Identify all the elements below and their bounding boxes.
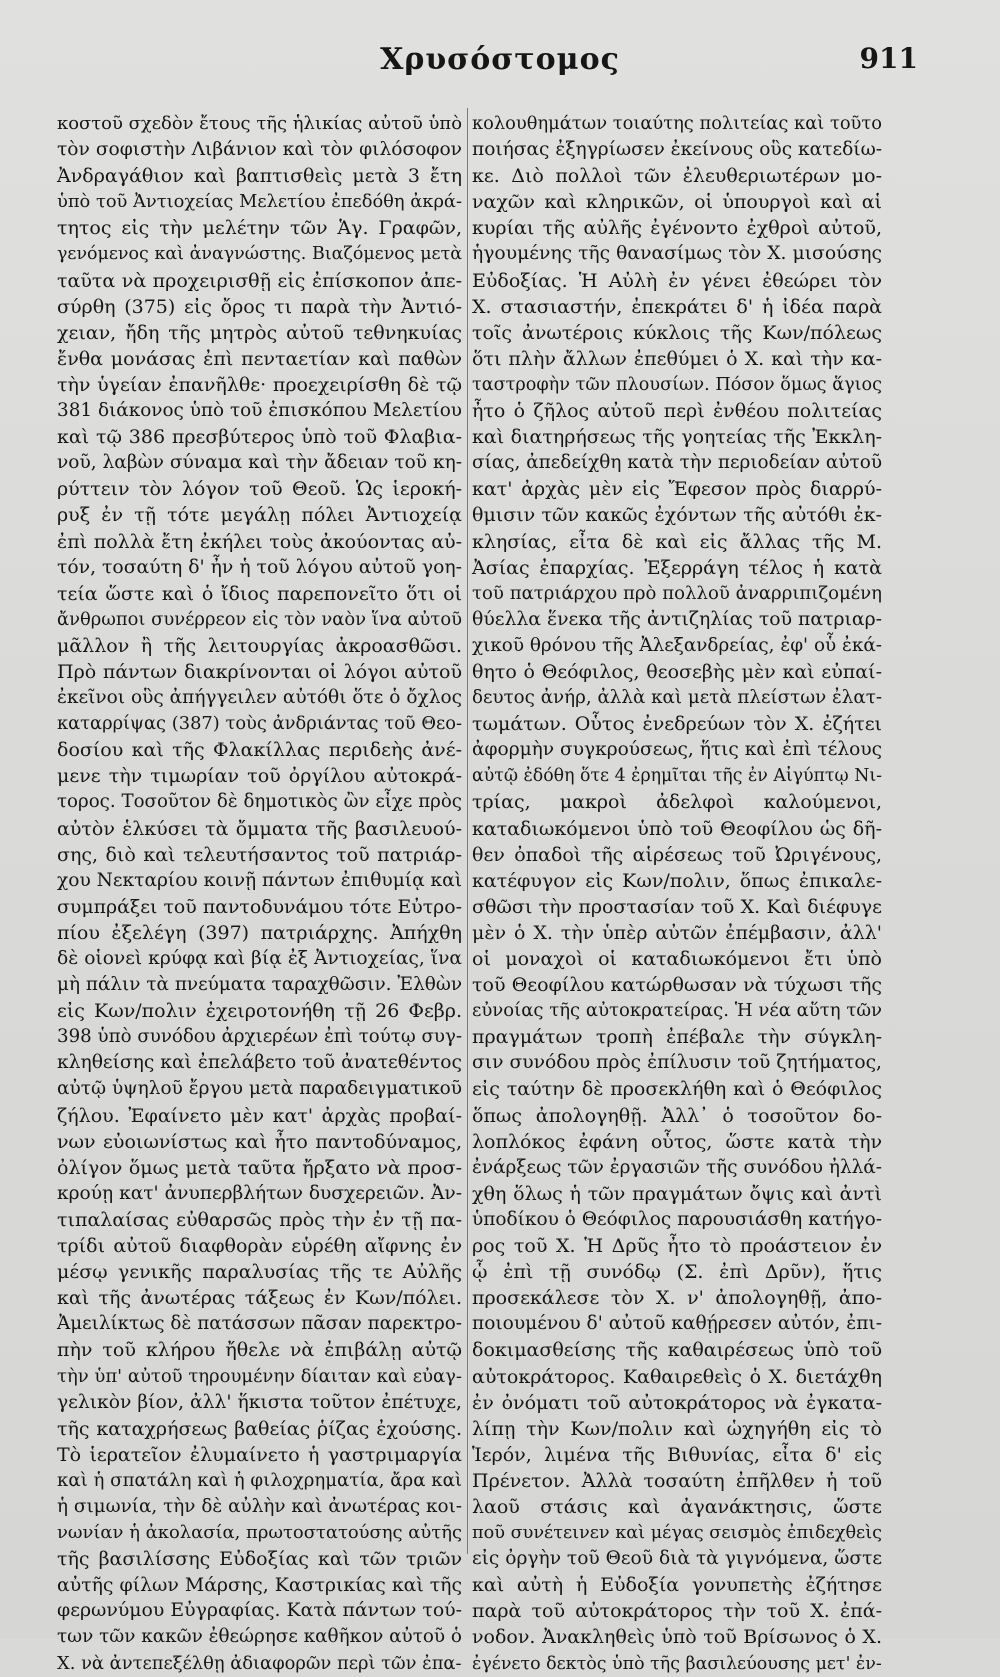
- text-line: Ἀμειλίκτως δὲ πατάσσων πᾶσαν παρεκτρο-: [57, 1313, 462, 1335]
- text-line: τρίδι αὐτοῦ διαφθορὰν εὑρέθη αἴφνης ἐν: [57, 1235, 462, 1258]
- text-line: οἱ μοναχοὶ οἱ καταδιωκόμενοι ἔτι ὑπὸ: [472, 948, 882, 970]
- page-header: [0, 42, 1000, 86]
- text-line: καὶ τῷ 386 πρεσβύτερος ὑπὸ τοῦ Φλαβια-: [57, 426, 462, 449]
- column-divider: [467, 108, 468, 1554]
- text-line: Ἀσίας ἐπαρχίας. Ἐξερράγη τέλος ἡ κατὰ: [472, 556, 882, 579]
- text-line: ρος τοῦ Χ. Ἡ Δρῦς ἦτο τὸ προάστειον ἐν: [472, 1235, 882, 1258]
- text-line: θητο ὁ Θεόφιλος, θεοσεβὴς μὲν καὶ εὐπαί-: [472, 660, 882, 683]
- text-line: λίπῃ τὴν Κων/πολιν καὶ ὡχηγήθη εἰς τὸ: [472, 1417, 882, 1440]
- text-line: χικοῦ θρόνου τῆς Ἀλεξανδρείας, ἐφ' οὗ ἐκά-: [472, 634, 882, 656]
- text-line: εἰς ταύτην δὲ προσεκλήθη καὶ ὁ Θεόφιλος: [472, 1078, 882, 1101]
- text-line: δοσίου καὶ τῆς Φλακίλλας περιδεὴς ἀνέ-: [57, 739, 462, 762]
- text-line: τητος εἰς τὴν μελέτην τῶν Ἁγ. Γραφῶν,: [57, 217, 462, 240]
- text-line: ὅπως ἀπολογηθῇ. Ἀλλ᾿ ὁ τοσοῦτον δο-: [472, 1104, 882, 1127]
- text-line: ζήλου. Ἐφαίνετο μὲν κατ' ἀρχὰς προβαί-: [57, 1104, 462, 1127]
- text-line: εἰς ὀργὴν τοῦ Θεοῦ διὰ τὰ γιγνόμενα, ὥστε: [472, 1548, 883, 1570]
- text-line: θεν ὀπαδοὶ τῆς αἱρέσεως τοῦ Ὠριγένους,: [472, 843, 882, 866]
- text-line: εὐνοίας τῆς αὐτοκρατείρας. Ἡ νέα αὕτη τῶν: [472, 1000, 882, 1022]
- text-line: κλησίας, εἶτα δὲ καὶ εἰς ἄλλας τῆς Μ.: [472, 530, 882, 553]
- text-line: ποιήσας ἐξηγρίωσεν ἐκείνους οὓς κατεδίω-: [472, 139, 882, 161]
- text-line: εἰς Κων/πολιν ἐχειροτονήθη τῇ 26 Φεβρ.: [57, 1000, 462, 1023]
- text-line: νων εὐοιωνίστως καὶ ἦτο παντοδύναμος,: [57, 1130, 462, 1153]
- text-line: δὲ οἱονεὶ κρύφᾳ καὶ βίᾳ ἐξ Ἀντιοχείας, ἵνα: [57, 948, 462, 969]
- page-number: 911: [859, 42, 918, 75]
- text-line: σύρθη (375) εἰς ὄρος τι παρὰ τὴν Ἀντιό-: [57, 295, 462, 318]
- text-line: τὸν σοφιστὴν Λιβάνιον καὶ τὸν φιλόσοφον: [57, 139, 462, 161]
- text-line: ἡ σιμωνία, τὴν δὲ αὐλὴν καὶ ἀνωτέρας κοι-: [57, 1495, 462, 1517]
- running-title: Χρυσόστομος: [380, 42, 620, 77]
- text-line: δοκιμασθείσης τῆς καθαιρέσεως ὑπὸ τοῦ: [472, 1339, 882, 1362]
- text-line: λοπλόκος ἐφάνη οὗτος, ὥστε κατὰ τὴν: [472, 1130, 882, 1153]
- text-line: ποιουμένου δ' αὐτοῦ καθῄρεσεν αὐτόν, ἐπι-: [472, 1313, 882, 1335]
- text-line: τὴν ὑπ' αὐτοῦ τηρουμένην δίαιταν καὶ εὐαγ-: [57, 1365, 462, 1387]
- text-line: κληθείσης καὶ ἐπελάβετο τοῦ ἀνατεθέντος: [57, 1052, 462, 1074]
- text-line: ὅτι πλὴν ἄλλων ἐπεθύμει ὁ Χ. καὶ τὴν κα-: [472, 347, 882, 370]
- text-line: αὐτῆς φίλων Μάρσης, Καστρικίας καὶ τῆς: [57, 1574, 463, 1597]
- text-line: πίου ἐξελέγη (397) πατριάρχης. Ἀπήχθη: [57, 921, 462, 944]
- text-line: τρίας, μακροὶ ἀδελφοὶ καλούμενοι,: [472, 791, 882, 814]
- text-line: ναχῶν καὶ κληρικῶν, οἱ ὑπουργοὶ καὶ αἱ: [472, 191, 882, 214]
- text-line: καὶ ἡ σπατάλη καὶ ἡ φιλοχρηματία, ἄρα καὶ: [57, 1469, 462, 1491]
- text-line: ταστροφὴν τῶν πλουσίων. Πόσον ὅμως ἅγιος: [472, 374, 882, 395]
- text-line: ἔνθα μονάσας ἐπὶ πενταετίαν καὶ παθὼν: [57, 347, 462, 370]
- text-line: χου Νεκταρίου κοινῇ πάντων ἐπιθυμίᾳ καὶ: [57, 869, 462, 891]
- text-line: σίας, ἀπεδείχθη κατὰ τὴν περιοδείαν αὐτοῦ: [472, 452, 883, 474]
- text-line: τωμάτων. Οὗτος ἐνεδρεύων τὸν Χ. ἐζήτει: [472, 713, 882, 736]
- text-line: θύελλα ἕνεκα τῆς ἀντιζηλίας τοῦ πατριαρ-: [472, 608, 882, 630]
- text-line: τεία ὥστε καὶ ὁ ἴδιος παρεπονεῖτο ὅτι οἱ: [57, 582, 462, 605]
- text-line: θμισιν τῶν κακῶς ἐχόντων τῆς αὐτόθι ἐκ-: [472, 504, 882, 527]
- text-line: ἐνάρξεως τῶν ἐργασιῶν τῆς συνόδου ἠλλά-: [472, 1156, 882, 1178]
- text-line: καὶ διατηρήσεως τῆς γοητείας τῆς Ἐκκλη-: [472, 426, 882, 449]
- text-line: ρύττειν τὸν λόγον τοῦ Θεοῦ. Ὡς ἱεροκή-: [57, 478, 462, 501]
- text-line: προσεκάλεσε τὸν Χ. ν' ἀπολογηθῇ, ἀπο-: [472, 1287, 882, 1310]
- text-line: τῆς καταχρήσεως βαθείας ῥίζας ἐχούσης.: [57, 1417, 462, 1440]
- text-line: λαοῦ στάσις καὶ ἀγανάκτησις, ὥστε: [472, 1495, 882, 1518]
- text-line: μᾶλλον ἢ τῆς λειτουργίας ἀκροασθῶσι.: [57, 634, 462, 657]
- text-line: νωνίαν ἡ ἀκολασία, πρωτοστατούσης αὐτῆς: [57, 1522, 462, 1544]
- text-line: 398 ὑπὸ συνόδου ἀρχιερέων ἐπὶ τούτῳ συγ-: [57, 1026, 462, 1048]
- text-line: καὶ τῆς ἀνωτέρας τάξεως ἐν Κων/πόλει.: [57, 1287, 462, 1310]
- right-text-column: [472, 111, 883, 1674]
- text-line: μενε τὴν τιμωρίαν τοῦ ὀργίλου αὐτοκρά-: [57, 765, 462, 788]
- text-line: των τῶν κακῶν ἐθεώρησε καθῆκον αὐτοῦ ὁ: [57, 1626, 462, 1648]
- text-line: νοῦ, λαβὼν σύναμα καὶ τὴν ἄδειαν τοῦ κη-: [57, 452, 462, 474]
- text-line: Ἱερόν, λιμένα τῆς Βιθυνίας, εἶτα δ' εἰς: [472, 1443, 882, 1466]
- text-line: χειαν, ἤδη τῆς μητρὸς αὐτοῦ τεθνηκυίας: [57, 321, 462, 344]
- text-line: ποῦ συνέτεινεν καὶ μέγας σεισμὸς ἐπιδεχθεὶς: [472, 1523, 882, 1544]
- text-line: τοῦ Θεοφίλου κατώρθωσαν νὰ τύχωσι τῆς: [472, 974, 882, 997]
- text-line: πὴν τοῦ κλήρου ἤθελε νὰ ἐπιβάλῃ αὐτῷ: [57, 1339, 462, 1362]
- text-line: Ἀνδραγάθιον καὶ βαπτισθεὶς μετὰ 3 ἔτη: [57, 165, 462, 188]
- text-line: φερωνύμου Εὐγραφίας. Κατὰ πάντων τού-: [57, 1600, 462, 1622]
- text-line: δευτος ἀνήρ, ἀλλὰ καὶ μετὰ πλείστων ἐλατ-: [472, 687, 882, 709]
- left-text-column: [57, 111, 463, 1674]
- text-line: Χ. στασιαστήν, ἐπεκράτει δ' ἡ ἰδέα παρὰ: [472, 295, 882, 318]
- text-line: ἐγένετο δεκτὸς ὑπὸ τῆς βασιλεύουσης μετ' ἐν-: [472, 1653, 882, 1674]
- text-line: τοῖς ἀνωτέροις κύκλοις τῆς Κων/πόλεως: [472, 321, 882, 344]
- text-line: σης, διὸ καὶ τελευτήσαντος τοῦ πατριάρ-: [57, 843, 462, 866]
- text-line: τῆς βασιλίσσης Εὐδοξίας καὶ τῶν τριῶν: [57, 1548, 462, 1571]
- text-line: πραγμάτων τροπὴ ἐπέβαλε τὴν σύγκλη-: [472, 1026, 882, 1049]
- text-line: καταδιωκόμενοι ὑπὸ τοῦ Θεοφίλου ὡς δῆ-: [472, 817, 882, 840]
- text-line: τοῦ πατριάρχου πρὸ πολλοῦ ἀναρριπιζομένη: [472, 582, 882, 604]
- text-line: νοδον. Ἀνακληθεὶς ὑπὸ τοῦ Βρίσωνος ὁ Χ.: [472, 1626, 882, 1649]
- text-line: αὐτῷ ἐδόθη ὅτε 4 ἐρημῖται τῆς ἐν Αἰγύπτῳ Νι-: [472, 766, 882, 787]
- text-line: μὲν ὁ Χ. τὴν ὑπὲρ αὐτῶν ἐπέμβασιν, ἀλλ': [472, 921, 882, 944]
- text-line: παρὰ τοῦ αὐτοκράτορος τὴν τοῦ Χ. ἐπά-: [472, 1600, 882, 1623]
- text-line: ἄνθρωποι συνέρρεον εἰς τὸν ναὸν ἵνα αὐτοῦ: [57, 608, 462, 630]
- text-line: ἦτο ὁ ζῆλος αὐτοῦ περὶ ἐνθέου πολιτείας: [472, 400, 882, 423]
- text-line: ἐκεῖνοι οὓς ἀπήγγειλεν αὐτόθι ὅτε ὁ ὄχλος: [57, 687, 462, 709]
- text-line: συμπράξει τοῦ παντοδυνάμου τότε Εὐτρο-: [57, 895, 462, 918]
- text-line: κυρίαι τῆς αὐλῆς ἐγένοντο ἐχθροὶ αὐτοῦ,: [472, 217, 882, 240]
- text-line: ἀφορμὴν συγκρούσεως, ἥτις καὶ ἐπὶ τέλους: [472, 739, 882, 761]
- text-line: σθῶσι τὴν προστασίαν τοῦ Χ. Καὶ διέφυγε: [472, 895, 882, 918]
- text-line: ἐν ὀνόματι τοῦ αὐτοκράτορος νὰ ἐγκατα-: [472, 1391, 882, 1414]
- text-line: καὶ αὐτὴ ἡ Εὐδοξία γονυπετὴς ἐζήτησε: [472, 1574, 882, 1597]
- text-line: αὐτὸν ἑλκύσει τὰ ὄμματα τῆς βασιλευού-: [57, 817, 462, 840]
- text-line: ὑποδίκου ὁ Θεόφιλος παρουσιάσθη κατήγο-: [472, 1208, 882, 1230]
- text-line: ἐπὶ πολλὰ ἔτη ἐκήλει τοὺς ἀκούοντας αὐ-: [57, 530, 462, 553]
- text-line: τόν, τοσαύτη δ' ἦν ἡ τοῦ λόγου αὐτοῦ γοη-: [57, 556, 462, 578]
- text-line: ὑπὸ τοῦ Ἀντιοχείας Μελετίου ἐπεδόθη ἀκρά-: [57, 191, 462, 213]
- text-line: καταρρίψας (387) τοὺς ἀνδριάντας τοῦ Θεο-: [57, 713, 462, 735]
- text-line: γελικὸν βίον, ἀλλ' ἥκιστα τοῦτον ἐπέτυχε,: [57, 1391, 462, 1413]
- text-line: κατέφυγον εἰς Κων/πολιν, ὅπως ἐπικαλε-: [472, 869, 882, 892]
- text-line: κοστοῦ σχεδὸν ἔτους τῆς ἡλικίας αὐτοῦ ὑπὸ: [57, 113, 462, 134]
- text-line: γενόμενος καὶ ἀναγνώστης. Βιαζόμενος μετὰ: [57, 244, 462, 265]
- text-line: μὴ πάλιν τὰ πνεύματα ταραχθῶσιν. Ἐλθὼν: [57, 974, 462, 996]
- text-line: Πρὸ πάντων διακρίνονται οἱ λόγοι αὐτοῦ: [57, 660, 462, 683]
- text-line: Εὐδοξίας. Ἡ Αὐλὴ ἐν γένει ἐθεώρει τὸν: [472, 269, 882, 292]
- text-line: ταῦτα νὰ προχειρισθῇ εἰς ἐπίσκοπον ἀπε-: [57, 269, 462, 292]
- text-line: αὐτῷ ὑψηλοῦ ἔργου μετὰ παραδειγματικοῦ: [57, 1078, 462, 1100]
- text-line: Χ. νὰ ἀντεπεξέλθῃ ἀδιαφορῶν περὶ τῶν ἐπα-: [57, 1652, 462, 1674]
- text-line: τορος. Τοσοῦτον δὲ δημοτικὸς ὢν εἶχε πρὸς: [57, 791, 462, 813]
- text-line: ἡγουμένης τῆς θανασίμως τὸν Χ. μισούσης: [472, 243, 882, 265]
- text-line: ὀλίγον ὅμως μετὰ ταῦτα ἤρξατο νὰ προσ-: [57, 1156, 462, 1179]
- text-line: μέσῳ γενικῆς παραλυσίας τῆς τε Αὐλῆς: [57, 1261, 462, 1284]
- text-line: τὴν ὑγείαν ἐπανῆλθε· προεχειρίσθη δὲ τῷ: [57, 373, 462, 396]
- text-line: κολουθημάτων τοιαύτης πολιτείας καὶ τοῦτο: [472, 113, 882, 134]
- text-line: Τὸ ἱερατεῖον ἐλυμαίνετο ἡ γαστριμαργία: [57, 1443, 462, 1466]
- text-line: 381 διάκονος ὑπὸ τοῦ ἐπισκόπου Μελετίου: [57, 400, 462, 422]
- text-line: Πρένετον. Ἀλλὰ τοσαύτη ἐπῆλθεν ἡ τοῦ: [472, 1469, 882, 1492]
- text-line: αὐτοκράτορος. Καθαιρεθεὶς ὁ Χ. διετάχθη: [472, 1365, 882, 1388]
- text-line: σιν συνόδου πρὸς ἐπίλυσιν τοῦ ζητήματος,: [472, 1052, 882, 1074]
- text-line: κρούῃ κατ' ἀνυπερβλήτων δυσχερειῶν. Ἀν-: [57, 1182, 462, 1204]
- text-line: κε. Διὸ πολλοὶ τῶν ἐλευθεριωτέρων μο-: [472, 165, 882, 188]
- text-line: χθη ὅλως ἡ τῶν πραγμάτων ὄψις καὶ ἀντὶ: [472, 1182, 882, 1205]
- text-line: τιπαλαίσας εὐθαρσῶς πρὸς τὴν ἐν τῇ πα-: [57, 1208, 462, 1231]
- text-line: ρυξ ἐν τῇ τότε μεγάλῃ πόλει Ἀντιοχείᾳ: [57, 504, 462, 527]
- text-line: κατ' ἀρχὰς μὲν εἰς Ἔφεσον πρὸς διαρρύ-: [472, 478, 882, 501]
- text-line: ᾧ ἐπὶ τῇ συνόδῳ (Σ. ἐπὶ Δρῦν), ἥτις: [472, 1261, 882, 1284]
